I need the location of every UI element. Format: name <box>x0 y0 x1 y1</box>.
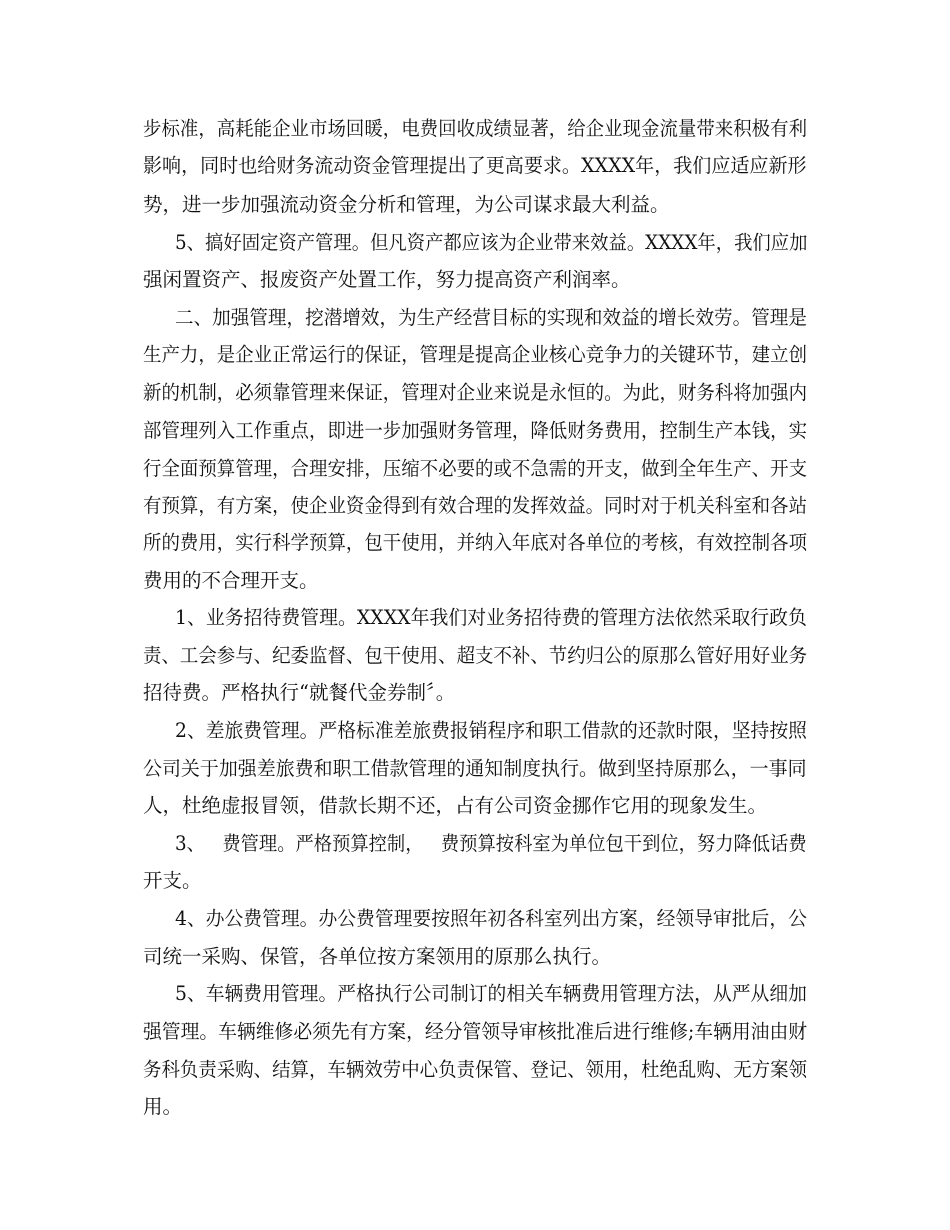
text-line: 步标准，高耗能企业市场回暖，电费回收成绩显著，给企业现金流量带来积极有利 <box>143 117 808 140</box>
text-line: 开支。 <box>143 869 202 892</box>
paragraph-first-line: 5、搞好固定资产管理。但凡资产都应该为企业带来效益。XXXX年，我们应加 <box>175 231 808 254</box>
paragraph-first-line: 3、 费管理。严格预算控制， 费预算按科室为单位包干到位，努力降低话费 <box>175 832 807 855</box>
text-line: 行全面预算管理，合理安排，压缩不必要的或不急需的开支，做到全年生产、开支 <box>143 457 808 480</box>
text-line: 人，杜绝虚报冒领，借款长期不还，占有公司资金挪作它用的现象发生。 <box>143 794 768 817</box>
text-line: 用。 <box>143 1095 183 1118</box>
text-line: 司统一采购、保管，各单位按方案领用的原那么执行。 <box>143 945 612 968</box>
text-line: 有预算，有方案，使企业资金得到有效合理的发挥效益。同时对于机关科室和各站 <box>143 494 808 517</box>
text-line: 招待费。严格执行“就餐代金券制〞。 <box>143 681 456 704</box>
text-line: 强管理。车辆维修必须先有方案，经分管领导审核批准后进行维修;车辆用油由财 <box>143 1020 808 1043</box>
text-line: 所的费用，实行科学预算，包干使用，并纳入年底对各单位的考核，有效控制各项 <box>143 531 808 554</box>
paragraph-first-line: 2、差旅费管理。严格标准差旅费报销程序和职工借款的还款时限，坚持按照 <box>175 719 807 742</box>
paragraph-first-line: 1、业务招待费管理。XXXX年我们对业务招待费的管理方法依然采取行政负 <box>175 606 807 629</box>
text-line: 公司关于加强差旅费和职工借款管理的通知制度执行。做到坚持原那么，一事同 <box>143 757 807 780</box>
text-line: 生产力，是企业正常运行的保证，管理是提高企业核心竞争力的关键环节，建立创 <box>143 343 808 366</box>
text-line: 新的机制，必须靠管理来保证，管理对企业来说是永恒的。为此，财务科将加强内 <box>143 381 808 404</box>
text-line: 强闲置资产、报废资产处置工作，努力提高资产利润率。 <box>143 268 631 291</box>
text-line: 影响，同时也给财务流动资金管理提出了更高要求。XXXX年，我们应适应新形 <box>143 154 807 177</box>
paragraph-first-line: 二、加强管理，挖潜增效，为生产经营目标的实现和效益的增长效劳。管理是 <box>175 306 807 329</box>
text-line: 务科负责采购、结算，车辆效劳中心负责保管、登记、领用，杜绝乱购、无方案领 <box>143 1058 808 1081</box>
text-line: 势，进一步加强流动资金分析和管理，为公司谋求最大利益。 <box>143 193 670 216</box>
text-line: 费用的不合理开支。 <box>143 569 319 592</box>
paragraph-first-line: 4、办公费管理。办公费管理要按照年初各科室列出方案，经领导审批后，公 <box>175 907 807 930</box>
paragraph-first-line: 5、车辆费用管理。严格执行公司制订的相关车辆费用管理方法，从严从细加 <box>175 982 807 1005</box>
text-line: 部管理列入工作重点，即进一步加强财务管理，降低财务费用，控制生产本钱，实 <box>143 419 808 442</box>
text-line: 责、工会参与、纪委监督、包干使用、超支不补、节约归公的原那么管好用好业务 <box>143 644 808 667</box>
